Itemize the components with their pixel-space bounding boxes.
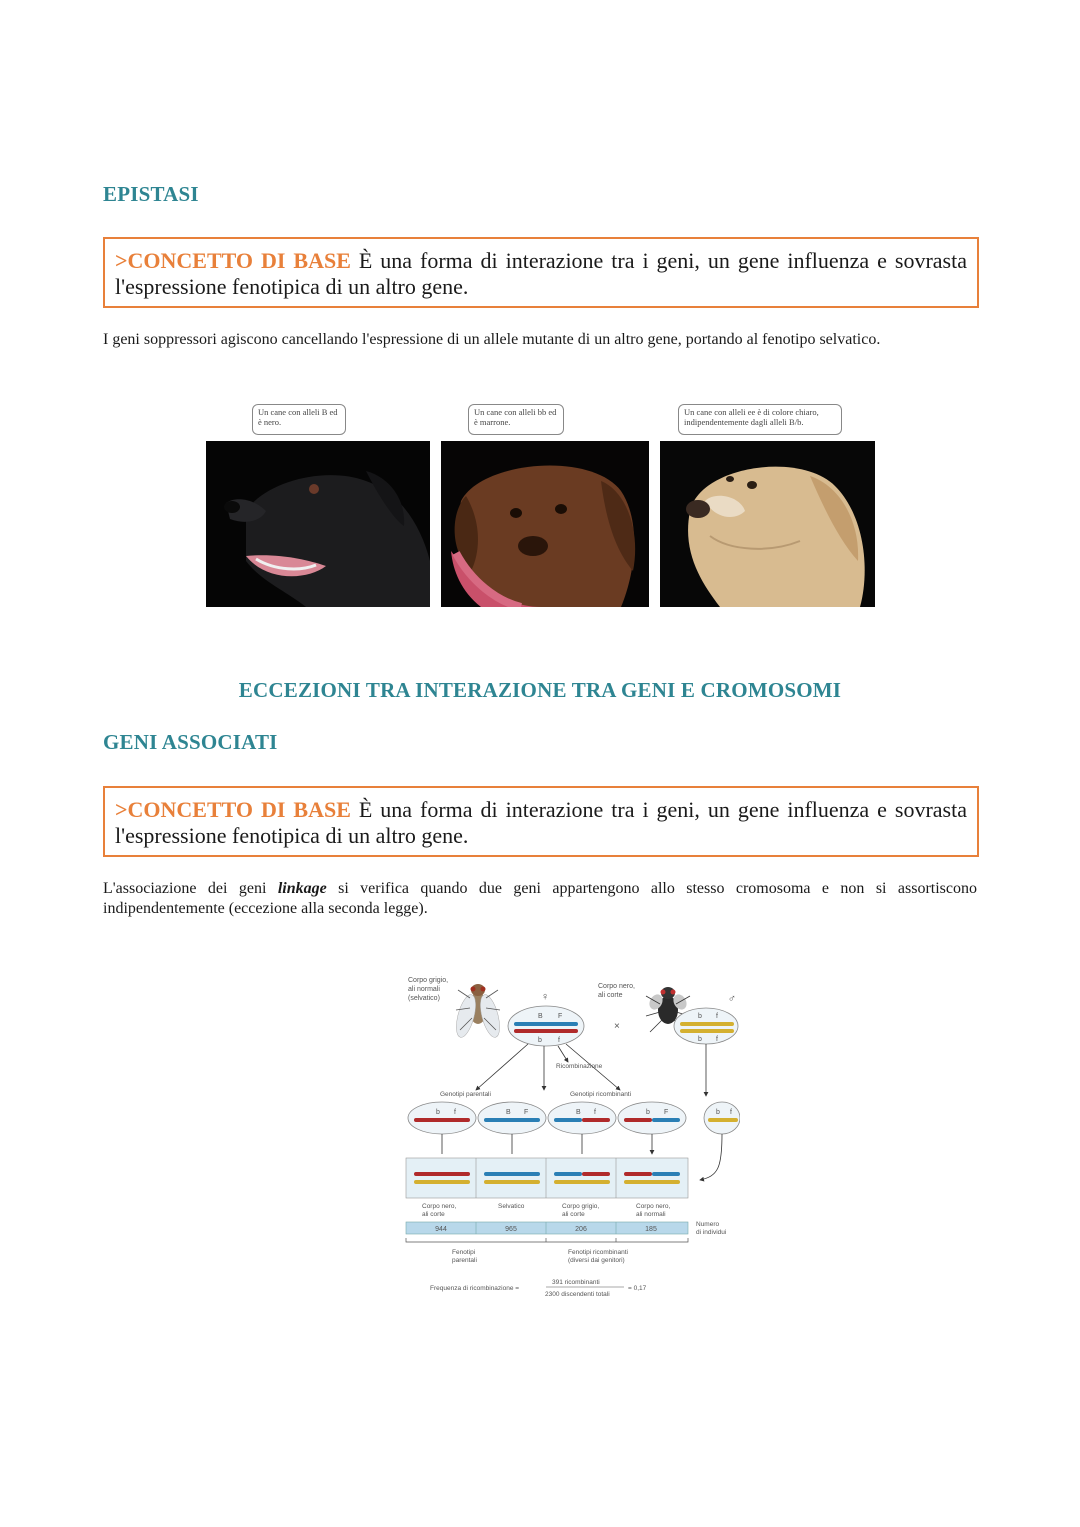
offspring-row: [406, 1158, 688, 1198]
epistasi-paragraph: I geni soppressori agiscono cancellando l'espressione di un allele mutante di un altro gene, portando al fenotipo selvatico.: [103, 331, 881, 348]
light-dog-photo: [660, 441, 875, 607]
phenotype-label: ali normali: [636, 1211, 666, 1218]
recombinant-genotypes-label: Genotipi ricombinanti: [570, 1091, 632, 1098]
allele-label: f: [716, 1036, 718, 1043]
parental-phenotypes-2: parentali: [452, 1257, 477, 1264]
male-label-1: Corpo nero,: [598, 983, 635, 990]
linkage-diagram: [400, 968, 740, 1303]
cross-symbol: ×: [614, 1021, 620, 1032]
count-label-2: di individui: [696, 1229, 727, 1236]
concept-box-epistasi: [103, 237, 979, 308]
allele-label: f: [454, 1109, 456, 1116]
allele-label: b: [646, 1109, 650, 1116]
allele-label: f: [716, 1013, 718, 1020]
allele-label: B: [506, 1109, 511, 1116]
allele-label: F: [664, 1109, 669, 1116]
female-label-2: ali normali: [408, 986, 440, 993]
female-label-1: Corpo grigio,: [408, 977, 449, 984]
allele-label: B: [576, 1109, 581, 1116]
black-dog-photo: [206, 441, 430, 607]
allele-label: b: [436, 1109, 440, 1116]
concept-lead: >CONCETTO DI BASE: [115, 248, 351, 273]
count-cell: 185: [645, 1226, 657, 1233]
female-symbol: ♀: [541, 991, 550, 1003]
male-symbol: ♂: [727, 993, 736, 1005]
para-text-1: L'associazione dei geni: [103, 880, 278, 897]
count-label-1: Numero: [696, 1221, 720, 1228]
phenotype-label: Corpo nero,: [422, 1203, 457, 1210]
phenotype-label: ali corte: [422, 1211, 445, 1218]
gamete-row: [408, 1102, 740, 1134]
recombinant-phenotypes-2: (diversi dai genitori): [568, 1257, 625, 1264]
phenotype-label: Corpo grigio,: [562, 1203, 600, 1210]
frequency-result: = 0,17: [628, 1285, 647, 1292]
frequency-numerator: 391 ricombinanti: [552, 1279, 600, 1286]
parental-genotypes-label: Genotipi parentali: [440, 1091, 491, 1098]
concept-text: È una forma di interazione tra i geni, un gene influenza e sovrasta l'espressione fenotipica di un altro gene.: [115, 797, 967, 848]
recombination-label: Ricombinazione: [556, 1063, 603, 1070]
phenotype-label: Corpo nero,: [636, 1203, 671, 1210]
allele-label: b: [716, 1109, 720, 1116]
dog-caption-brown: Un cane con alleli bb ed è marrone.: [468, 404, 564, 435]
allele-label: F: [558, 1013, 563, 1020]
allele-label: f: [730, 1109, 732, 1116]
allele-label: b: [698, 1013, 702, 1020]
section-title-epistasi: EPISTASI: [103, 182, 199, 206]
female-label-3: (selvatico): [408, 995, 440, 1002]
concept-text: È una forma di interazione tra i geni, un gene influenza e sovrasta l'espressione fenotipica di un altro gene.: [115, 248, 967, 299]
allele-label: f: [558, 1037, 560, 1044]
dog-caption-black: Un cane con alleli B ed è nero.: [252, 404, 346, 435]
allele-label: b: [698, 1036, 702, 1043]
phenotype-label: ali corte: [562, 1211, 585, 1218]
count-cell: 965: [505, 1226, 517, 1233]
concept-box-associati: [103, 786, 979, 857]
dog-caption-light: Un cane con alleli ee è di colore chiaro, indipendentemente dagli alleli B/b.: [678, 404, 842, 435]
allele-label: F: [524, 1109, 529, 1116]
female-fly-icon: [453, 984, 504, 1039]
allele-label: B: [538, 1013, 543, 1020]
concept-lead: >CONCETTO DI BASE: [115, 797, 351, 822]
brown-dog-photo: [441, 441, 649, 607]
recombinant-phenotypes-1: Fenotipi ricombinanti: [568, 1249, 628, 1256]
section-title-geni-associati: GENI ASSOCIATI: [103, 730, 278, 754]
linkage-term: linkage: [277, 880, 327, 897]
associati-paragraph: [103, 879, 977, 919]
para-text-2: si verifica quando due geni appartengono allo stesso cromosoma e non si assortiscono indipendentemente (eccezione alla seconda legge).: [103, 880, 978, 917]
allele-label: b: [538, 1037, 542, 1044]
count-cell: 944: [435, 1226, 447, 1233]
count-cell: 206: [575, 1226, 587, 1233]
allele-label: f: [594, 1109, 596, 1116]
frequency-denominator: 2300 discendenti totali: [545, 1291, 610, 1298]
phenotype-label: Selvatico: [498, 1203, 525, 1210]
recombination-frequency-label: Frequenza di ricombinazione =: [430, 1285, 520, 1292]
parental-phenotypes-1: Fenotipi: [452, 1249, 476, 1256]
section-title-eccezioni: ECCEZIONI TRA INTERAZIONE TRA GENI E CROMOSOMI: [238, 678, 842, 702]
male-label-2: ali corte: [598, 992, 623, 999]
